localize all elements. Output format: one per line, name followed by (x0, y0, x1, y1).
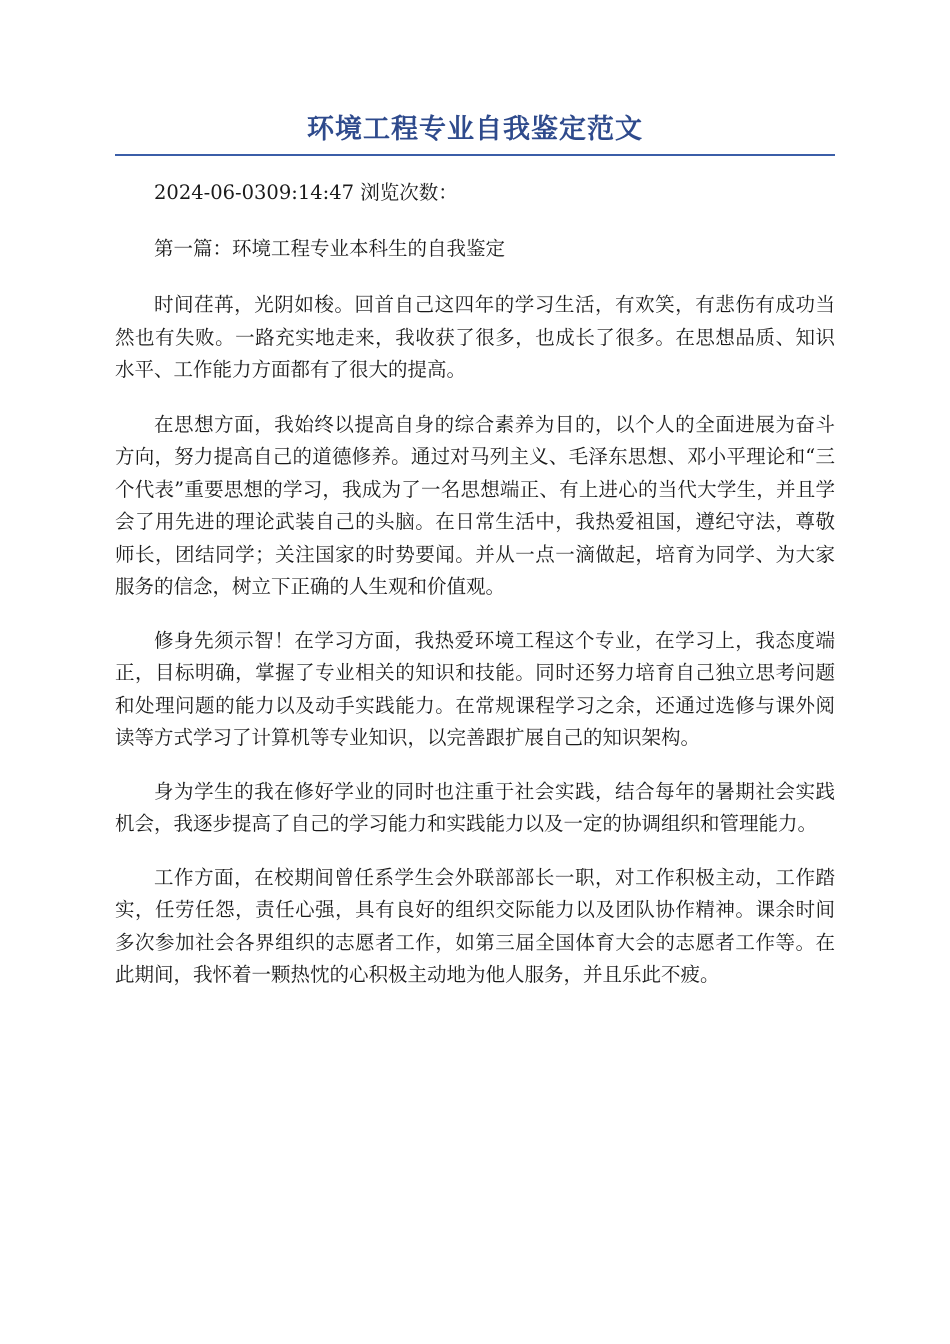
paragraph-work: 工作方面，在校期间曾任系学生会外联部部长一职，对工作积极主动，工作踏实，任劳任怨，责任心强，具有良好的组织交际能力以及团队协作精神。课余时间多次参加社会各界组织的志愿者工作，如第三届全国体育大会的志愿者工作等。在此期间，我怀着一颗热忱的心积极主动地为他人服务，并且乐此不疲。 (115, 865, 835, 986)
section-heading: 第一篇：环境工程专业本科生的自我鉴定 (154, 236, 506, 260)
paragraph-study: 修身先须示智！在学习方面，我热爱环境工程这个专业，在学习上，我态度端正，目标明确，掌握了专业相关的知识和技能。同时还努力培育自己独立思考问题和处理问题的能力以及动手实践能力。在常规课程学习之余，还通过选修与课外阅读等方式学习了计算机等专业知识，以完善跟扩展自己的知识架构。 (115, 628, 835, 749)
title-divider (115, 154, 835, 156)
paragraph-ideology: 在思想方面，我始终以提高自身的综合素养为目的，以个人的全面进展为奋斗方向，努力提高自己的道德修养。通过对马列主义、毛泽东思想、邓小平理论和“三个代表”重要思想的学习，我成为了一名思想端正、有上进心的当代大学生，并且学会了用先进的理论武装自己的头脑。在日常生活中，我热爱祖国，遵纪守法，尊敬师长，团结同学；关注国家的时势要闻。并从一点一滴做起，培育为同学、为大家服务的信念，树立下正确的人生观和价值观。 (115, 412, 835, 598)
paragraph-practice: 身为学生的我在修好学业的同时也注重于社会实践，结合每年的暑期社会实践机会，我逐步提高了自己的学习能力和实践能力以及一定的协调组织和管理能力。 (115, 779, 835, 835)
publish-meta: 2024-06-0309:14:47 浏览次数： (154, 181, 458, 204)
document-page (115, 110, 835, 1013)
paragraph-intro: 时间荏苒，光阴如梭。回首自己这四年的学习生活，有欢笑，有悲伤有成功当然也有失败。一路充实地走来，我收获了很多，也成长了很多。在思想品质、知识水平、工作能力方面都有了很大的提高。 (115, 293, 835, 381)
document-title: 环境工程专业自我鉴定范文 (307, 114, 643, 145)
